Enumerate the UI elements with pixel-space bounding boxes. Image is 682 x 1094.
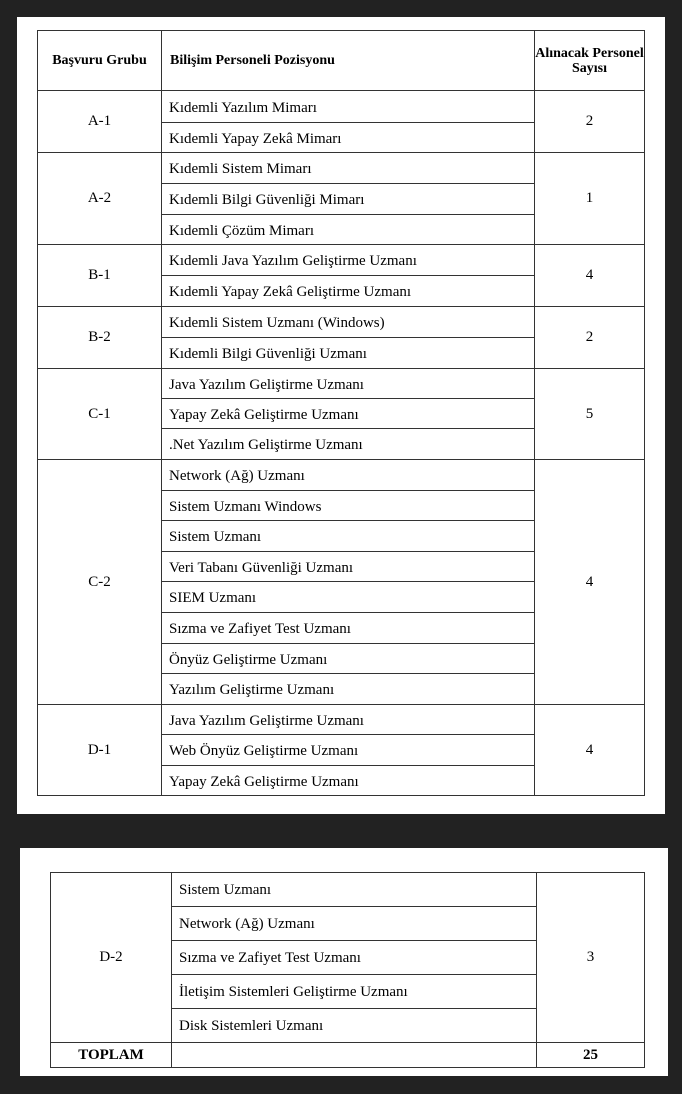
position-cell: Veri Tabanı Güvenliği Uzmanı: [162, 552, 535, 582]
group-code-b1: B-1: [38, 245, 162, 307]
count-a2: 1: [535, 153, 645, 245]
position-cell: Kıdemli Sistem Uzmanı (Windows): [162, 307, 535, 338]
position-cell: SIEM Uzmanı: [162, 582, 535, 613]
table-row: [38, 307, 645, 338]
group-code-c1: C-1: [38, 369, 162, 460]
table-header-row: [38, 31, 645, 91]
position-cell: Kıdemli Bilgi Güvenliği Uzmanı: [162, 338, 535, 369]
group-code-a1: A-1: [38, 91, 162, 153]
table-row: [38, 91, 645, 123]
position-cell: Disk Sistemleri Uzmanı: [172, 1009, 537, 1043]
position-cell: .Net Yazılım Geliştirme Uzmanı: [162, 429, 535, 460]
total-row: [51, 1043, 645, 1068]
count-b1: 4: [535, 245, 645, 307]
group-code-d2: D-2: [51, 873, 172, 1043]
count-c2: 4: [535, 460, 645, 705]
total-label: TOPLAM: [51, 1043, 172, 1068]
position-cell: Web Önyüz Geliştirme Uzmanı: [162, 735, 535, 766]
header-group: Başvuru Grubu: [38, 31, 162, 91]
position-cell: Sistem Uzmanı: [172, 873, 537, 907]
position-cell: Kıdemli Yazılım Mimarı: [162, 91, 535, 123]
position-cell: Yapay Zekâ Geliştirme Uzmanı: [162, 766, 535, 796]
position-cell: Yazılım Geliştirme Uzmanı: [162, 674, 535, 705]
header-position: Bilişim Personeli Pozisyonu: [162, 31, 535, 91]
position-cell: Sızma ve Zafiyet Test Uzmanı: [172, 941, 537, 975]
position-cell: Kıdemli Yapay Zekâ Geliştirme Uzmanı: [162, 276, 535, 307]
count-c1: 5: [535, 369, 645, 460]
position-cell: Network (Ağ) Uzmanı: [172, 907, 537, 941]
document-page-2: [20, 848, 668, 1076]
count-d1: 4: [535, 705, 645, 796]
position-cell: Kıdemli Çözüm Mimarı: [162, 215, 535, 245]
table-row: [38, 245, 645, 276]
total-empty-cell: [172, 1043, 537, 1068]
table-row: [38, 705, 645, 735]
position-cell: İletişim Sistemleri Geliştirme Uzmanı: [172, 975, 537, 1009]
personnel-table-part-1: [37, 30, 645, 796]
position-cell: Sistem Uzmanı: [162, 521, 535, 552]
position-cell: Kıdemli Java Yazılım Geliştirme Uzmanı: [162, 245, 535, 276]
position-cell: Java Yazılım Geliştirme Uzmanı: [162, 369, 535, 399]
table-row: [38, 153, 645, 184]
group-code-b2: B-2: [38, 307, 162, 369]
group-code-d1: D-1: [38, 705, 162, 796]
table-row: [38, 460, 645, 491]
position-cell: Önyüz Geliştirme Uzmanı: [162, 644, 535, 674]
position-cell: Kıdemli Sistem Mimarı: [162, 153, 535, 184]
table-row: [38, 369, 645, 399]
group-code-a2: A-2: [38, 153, 162, 245]
position-cell: Sistem Uzmanı Windows: [162, 491, 535, 521]
total-value: 25: [537, 1043, 645, 1068]
position-cell: Yapay Zekâ Geliştirme Uzmanı: [162, 399, 535, 429]
position-cell: Network (Ağ) Uzmanı: [162, 460, 535, 491]
count-a1: 2: [535, 91, 645, 153]
position-cell: Sızma ve Zafiyet Test Uzmanı: [162, 613, 535, 644]
count-d2: 3: [537, 873, 645, 1043]
document-page-1: [17, 17, 665, 814]
position-cell: Kıdemli Yapay Zekâ Mimarı: [162, 123, 535, 153]
personnel-table-part-2: [50, 872, 645, 1068]
position-cell: Java Yazılım Geliştirme Uzmanı: [162, 705, 535, 735]
header-count: Alınacak Personel Sayısı: [535, 31, 645, 91]
position-cell: Kıdemli Bilgi Güvenliği Mimarı: [162, 184, 535, 215]
group-code-c2: C-2: [38, 460, 162, 705]
table-row: [51, 873, 645, 907]
count-b2: 2: [535, 307, 645, 369]
